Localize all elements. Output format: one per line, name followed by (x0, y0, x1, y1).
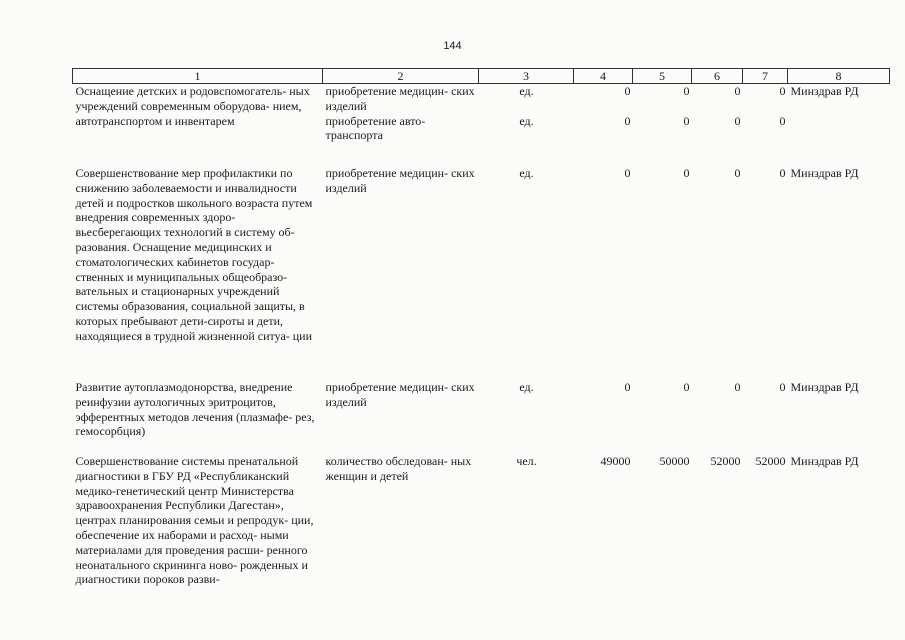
measure-name: Совершенствование мер профилактики по снижению заболеваемости и инвалидности детей и подростков школьного возраста путем внедрения современных здоро- вьесберегающих технологий в систему об- разования. Оснащение медицинских и стоматологических кабинетов государ- ственных и муниципальных общеобразо- вательных и стационарных учреждений системы образования, социальной защиты, в которых пребывают дети-сироты и дети, находящиеся в трудной жизненной ситуа- ции (75, 166, 313, 343)
unit-cell: ед. (519, 166, 534, 180)
value: 0 (734, 113, 741, 128)
indicator-cell (323, 84, 479, 167)
header-cell: 7 (743, 69, 788, 84)
value-cell (743, 84, 788, 167)
value: 0 (779, 84, 786, 98)
table-row (73, 454, 890, 604)
value: 0 (779, 113, 786, 128)
table-row (73, 84, 890, 167)
value: 0 (624, 84, 631, 98)
value-cell: 0 (734, 166, 741, 180)
indicator-text: приобретение медицин- ских изделий (325, 84, 475, 113)
indicator-cell: приобретение медицин- ских изделий (325, 380, 475, 409)
value-cell (692, 84, 743, 167)
unit-value: ед. (519, 84, 534, 98)
unit-cell (479, 84, 574, 167)
value-cell: 0 (683, 380, 690, 394)
header-cell: 4 (574, 69, 633, 84)
measure-name: Развитие аутоплазмодонорства, внедрение реинфузии аутологичных эритроцитов, эфферентных методов лечения (плазмафе- рез, гемосорбция) (75, 380, 315, 439)
header-cell: 6 (692, 69, 743, 84)
value-cell: 49000 (600, 454, 631, 468)
unit-cell: чел. (516, 454, 537, 468)
responsible-cell: Минздрав РД (790, 454, 859, 468)
value-cell: 0 (734, 380, 741, 394)
measure-name: Совершенствование системы пренатальной диагностики в ГБУ РД «Республиканский медико-генетический центр Министерства здравоохранения Республики Дагестан», центрах планирования семьи и репродук- ции, обеспечение их наборами и расход- ными материалами для проведения расши- ренного неонатального скрининга ново- рожденных и диагностики пороков разви- (75, 454, 314, 587)
header-cell: 1 (73, 69, 323, 84)
unit-value: ед. (519, 113, 534, 128)
program-table (72, 68, 890, 604)
value-cell: 52000 (755, 454, 786, 468)
value: 0 (683, 84, 690, 98)
table-row (73, 380, 890, 454)
value: 0 (624, 113, 631, 128)
responsible-cell: Минздрав РД (790, 84, 859, 98)
value-cell: 0 (624, 380, 631, 394)
indicator-text: приобретение авто- транспорта (325, 113, 426, 143)
measure-name: Оснащение детских и родовспомогатель- ных учреждений современным оборудова- нием, автотранспортом и инвентарем (75, 84, 310, 128)
value-cell: 0 (624, 166, 631, 180)
page-number: 144 (443, 40, 462, 52)
unit-cell: ед. (519, 380, 534, 394)
value-cell: 50000 (659, 454, 690, 468)
indicator-cell: приобретение медицин- ских изделий (325, 166, 475, 195)
value-cell: 0 (683, 166, 690, 180)
value: 0 (683, 113, 690, 128)
value-cell: 52000 (710, 454, 741, 468)
header-cell: 8 (788, 69, 890, 84)
value-cell (574, 84, 633, 167)
header-cell: 3 (479, 69, 574, 84)
header-row (73, 69, 890, 84)
indicator-cell: количество обследован- ных женщин и детей (325, 454, 472, 483)
value-cell: 0 (779, 166, 786, 180)
value-cell: 0 (779, 380, 786, 394)
header-cell: 2 (323, 69, 479, 84)
table-row (73, 166, 890, 380)
responsible-cell: Минздрав РД (790, 166, 859, 180)
header-cell: 5 (633, 69, 692, 84)
value: 0 (734, 84, 741, 98)
value-cell (633, 84, 692, 167)
responsible-cell: Минздрав РД (790, 380, 859, 394)
